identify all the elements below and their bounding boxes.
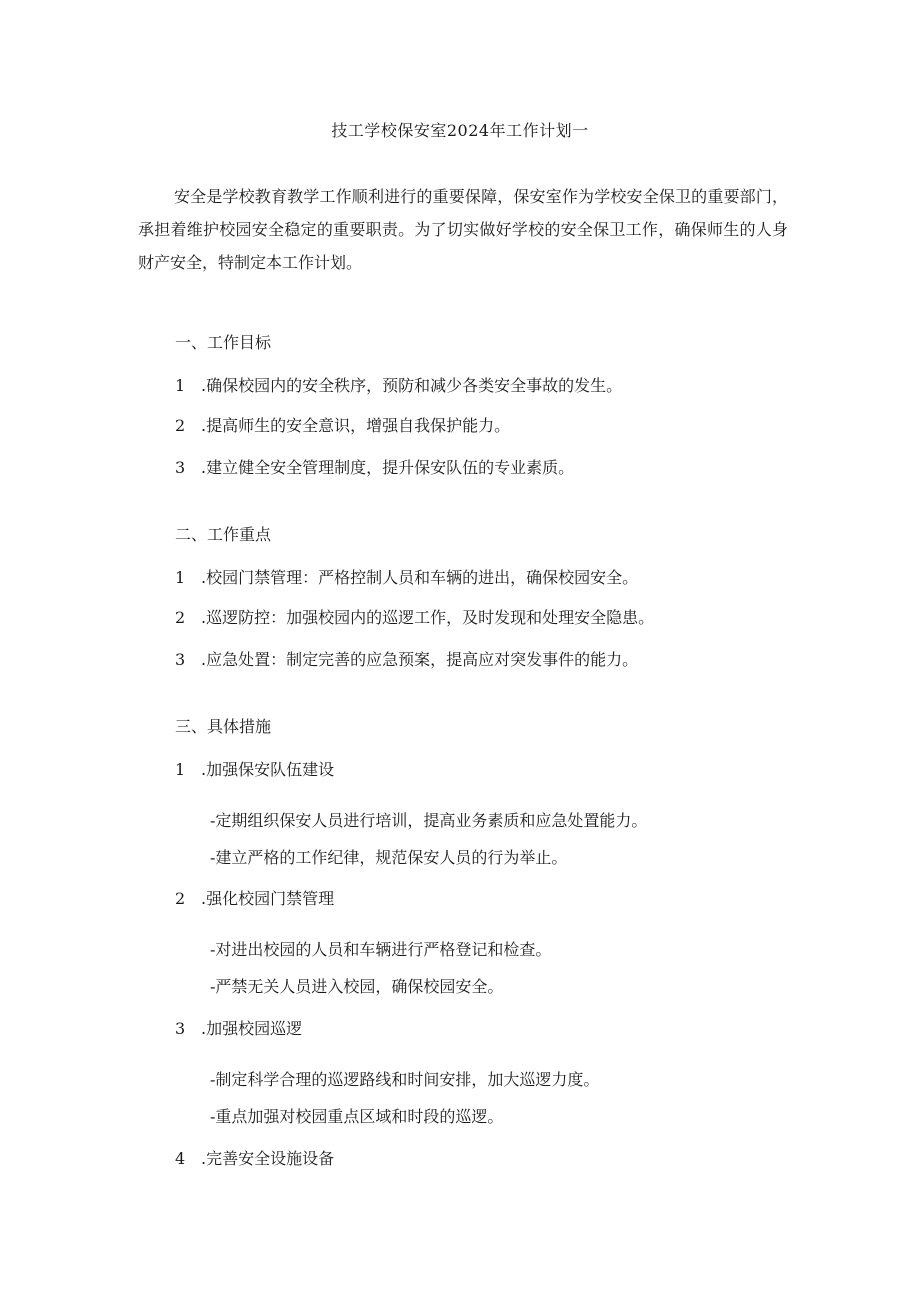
item-text: .加强校园巡逻 <box>201 1019 303 1038</box>
sub-item: -定期组织保安人员进行培训，提高业务素质和应急处置能力。 <box>210 811 648 830</box>
item-number: 1 <box>175 760 186 779</box>
sub-item: -严禁无关人员进入校园，确保校园安全。 <box>210 977 504 996</box>
section-heading: 二、工作重点 <box>175 525 272 544</box>
item-number: 1 <box>175 376 186 395</box>
list-item <box>175 565 638 588</box>
document-title: 技工学校保安室2024年工作计划一 <box>331 121 589 140</box>
item-number: 3 <box>175 1019 186 1038</box>
item-text: .强化校园门禁管理 <box>201 889 335 908</box>
item-number: 2 <box>175 889 186 908</box>
intro-paragraph: 安全是学校教育教学工作顺利进行的重要保障，保安室作为学校安全保卫的重要部门，承担着维护校园安全稳定的重要职责。为了切实做好学校的安全保卫工作，确保师生的人身财产安全，特制定本工作计划。 <box>138 187 788 272</box>
item-number: 3 <box>175 650 186 669</box>
item-number: 4 <box>175 1149 186 1168</box>
section-heading: 一、工作目标 <box>175 333 272 352</box>
list-item <box>175 373 622 396</box>
list-item <box>175 647 638 670</box>
item-text: .确保校园内的安全秩序，预防和减少各类安全事故的发生。 <box>201 376 623 395</box>
item-number: 1 <box>175 568 186 587</box>
list-item <box>175 886 334 909</box>
item-number: 2 <box>175 416 186 435</box>
item-text: .应急处置：制定完善的应急预案，提高应对突发事件的能力。 <box>201 650 639 669</box>
item-text: .提高师生的安全意识，增强自我保护能力。 <box>201 416 511 435</box>
item-text: .校园门禁管理：严格控制人员和车辆的进出，确保校园安全。 <box>201 568 639 587</box>
list-item <box>175 1146 334 1169</box>
sub-item: -对进出校园的人员和车辆进行严格登记和检查。 <box>210 940 552 959</box>
sub-item: -建立严格的工作纪律，规范保安人员的行为举止。 <box>210 848 568 867</box>
item-number: 3 <box>175 458 186 477</box>
section-heading: 三、具体措施 <box>175 717 272 736</box>
item-number: 2 <box>175 608 186 627</box>
item-text: .巡逻防控：加强校园内的巡逻工作，及时发现和处理安全隐患。 <box>201 608 655 627</box>
list-item <box>175 455 574 478</box>
list-item <box>175 413 510 436</box>
item-text: .完善安全设施设备 <box>201 1149 335 1168</box>
list-item <box>175 1016 302 1039</box>
list-item <box>175 757 334 780</box>
item-text: .加强保安队伍建设 <box>201 760 335 779</box>
sub-item: -重点加强对校园重点区域和时段的巡逻。 <box>210 1107 504 1126</box>
item-text: .建立健全安全管理制度，提升保安队伍的专业素质。 <box>201 458 575 477</box>
sub-item: -制定科学合理的巡逻路线和时间安排，加大巡逻力度。 <box>210 1070 600 1089</box>
list-item <box>175 605 654 628</box>
